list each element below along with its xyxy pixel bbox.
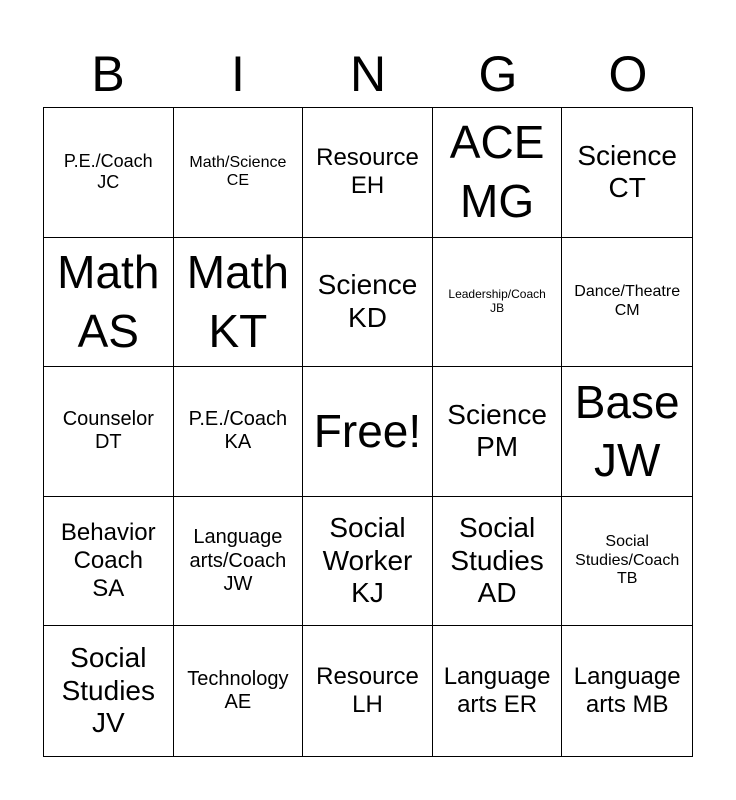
cell-label: P.E./Coach JC xyxy=(63,151,153,193)
bingo-cell xyxy=(433,108,563,238)
free-space-label: Free! xyxy=(313,405,422,458)
bingo-cell xyxy=(433,238,563,368)
cell-label: Math KT xyxy=(186,246,290,357)
bingo-cell xyxy=(44,367,174,497)
cell-label: Social Worker KJ xyxy=(322,512,413,609)
header-letter-i: I xyxy=(231,46,245,102)
cell-label: Language arts ER xyxy=(443,663,551,719)
bingo-board xyxy=(43,107,693,757)
bingo-cell xyxy=(562,497,692,627)
bingo-cell xyxy=(174,108,304,238)
cell-label: Language arts MB xyxy=(573,663,681,719)
cell-label: Dance/Theatre CM xyxy=(574,283,681,319)
bingo-cell xyxy=(44,238,174,368)
bingo-cell xyxy=(174,626,304,756)
bingo-cell xyxy=(433,626,563,756)
cell-label: P.E./Coach KA xyxy=(188,408,288,454)
cell-label: Social Studies JV xyxy=(61,642,155,739)
cell-label: Social Studies/Coach TB xyxy=(575,533,680,588)
bingo-cell xyxy=(562,108,692,238)
cell-label: Math/Science CE xyxy=(189,153,287,190)
bingo-cell xyxy=(433,367,563,497)
cell-label: Language arts/Coach JW xyxy=(189,526,287,595)
header-letter-n: N xyxy=(349,46,387,102)
cell-label: Science CT xyxy=(577,139,677,204)
cell-label: Science PM xyxy=(447,399,547,463)
bingo-cell xyxy=(174,497,304,627)
bingo-cell xyxy=(303,626,433,756)
cell-label: Base JW xyxy=(574,375,680,487)
header-letter-b: B xyxy=(91,46,125,102)
bingo-cell free-space xyxy=(303,367,433,497)
bingo-cell xyxy=(433,497,563,627)
cell-label: ACE MG xyxy=(449,116,545,228)
cell-label: Resource EH xyxy=(316,144,419,200)
bingo-header xyxy=(43,42,693,106)
bingo-cell xyxy=(562,367,692,497)
header-letter-g: G xyxy=(478,46,518,102)
cell-label: Leadership/Coach JB xyxy=(448,286,546,315)
bingo-cell xyxy=(174,367,304,497)
cell-label: Behavior Coach SA xyxy=(60,519,156,602)
cell-label: Math AS xyxy=(57,246,160,357)
bingo-cell xyxy=(303,497,433,627)
bingo-cell xyxy=(562,626,692,756)
bingo-cell xyxy=(174,238,304,368)
bingo-cell xyxy=(44,108,174,238)
bingo-cell xyxy=(303,238,433,368)
bingo-cell xyxy=(303,108,433,238)
cell-label: Technology AE xyxy=(187,668,289,714)
cell-label: Science KD xyxy=(317,269,418,333)
bingo-cell xyxy=(44,626,174,756)
cell-label: Social Studies AD xyxy=(450,512,544,609)
cell-label: Resource LH xyxy=(316,663,419,719)
bingo-cell xyxy=(44,497,174,627)
bingo-cell xyxy=(562,238,692,368)
header-letter-o: O xyxy=(608,46,648,102)
cell-label: Counselor DT xyxy=(62,408,154,454)
